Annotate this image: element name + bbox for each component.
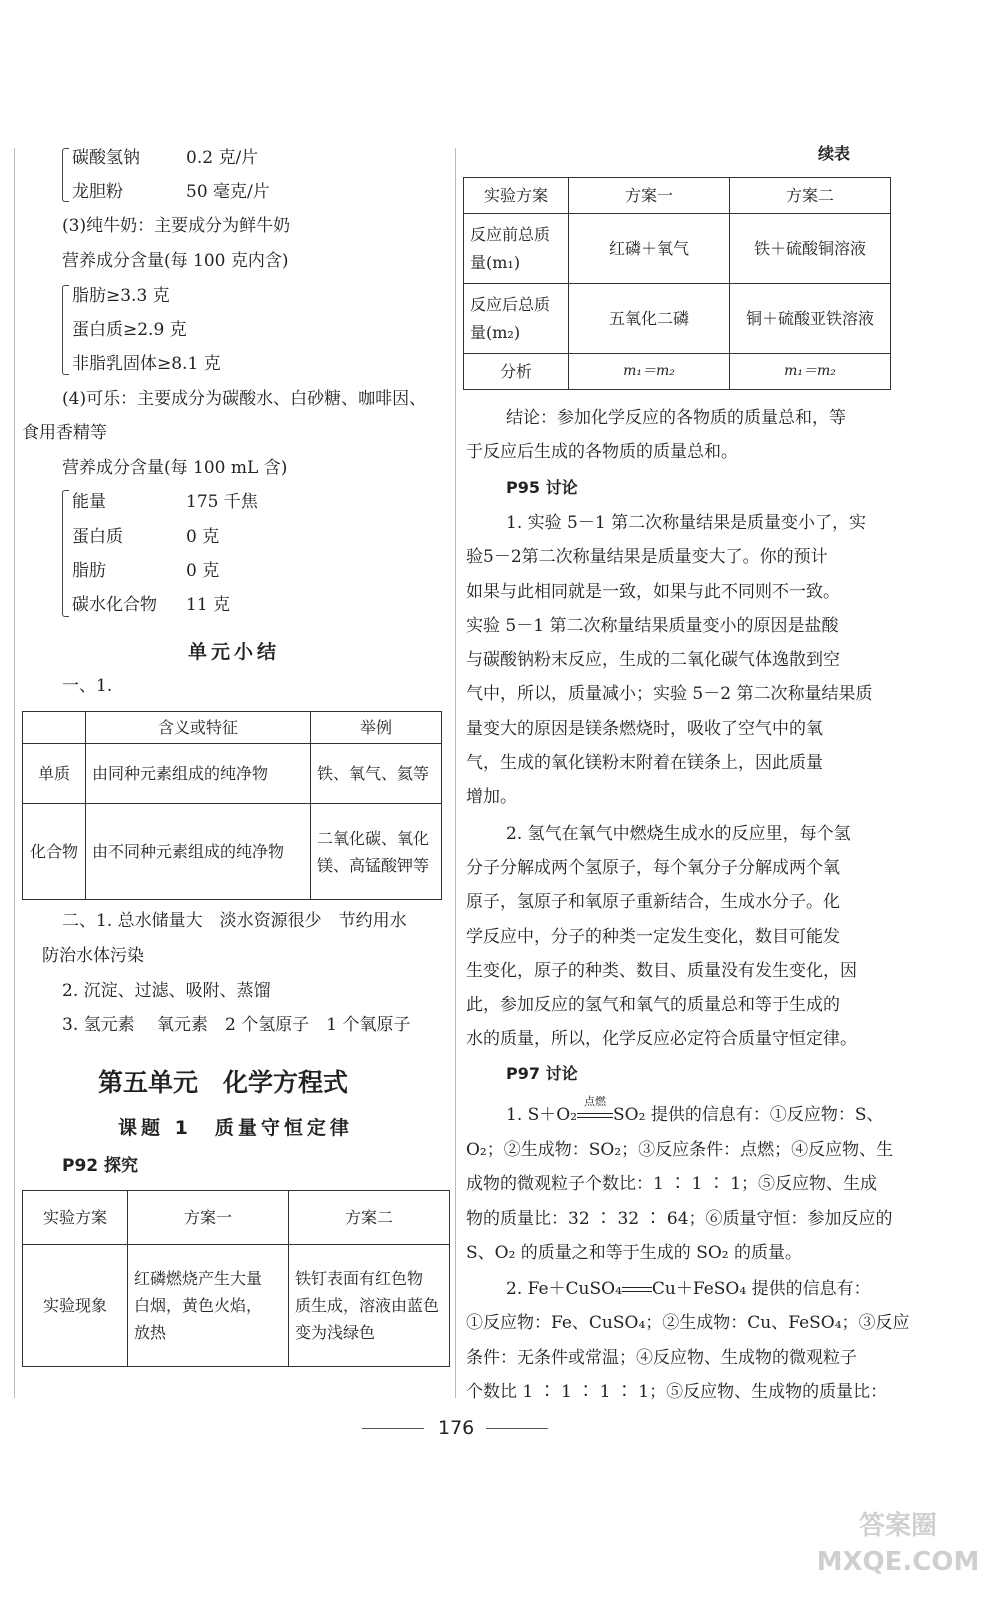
table-header: 方案一 [569, 178, 730, 214]
table-row [464, 214, 891, 284]
table-cell: 由不同种元素组成的纯净物 [86, 804, 311, 900]
conclusion-line: 结论：参加化学反应的各物质的质量总和，等 [506, 408, 846, 428]
unit-summary-heading: 单元小结 [188, 641, 281, 663]
equation-reactants: 1. S＋O₂ [506, 1105, 578, 1125]
p97-heading: P97 讨论 [506, 1064, 578, 1083]
paragraph-line: 量变大的原因是镁条燃烧时，吸收了空气中的氧 [466, 719, 823, 739]
watermark: 答案圈 MXQE.COM [816, 1511, 980, 1578]
table-cell-line: 量(m₂) [470, 322, 521, 342]
paragraph-line: S、O₂ 的质量之和等于生成的 SO₂ 的质量。 [466, 1243, 803, 1263]
table-row [464, 284, 891, 354]
table-cell-line: 变为浅绿色 [295, 1323, 376, 1343]
paragraph-line: 如果与此相同就是一致，如果与此不同则不一致。 [466, 582, 840, 602]
paragraph-line: 实验 5－1 第二次称量结果质量变小的原因是盐酸 [466, 616, 839, 636]
lesson1-heading: 课题 1 质量守恒定律 [118, 1117, 353, 1139]
table-cell-line: 铁钉表面有红色物 [295, 1268, 424, 1288]
table-cell-line: 镁、高锰酸钾等 [317, 855, 430, 875]
section2-line: 二、1. 总水储量大 淡水资源很少 节约用水 [62, 911, 407, 931]
equation-arrow [622, 1282, 652, 1294]
list-item-value: 50 毫克/片 [186, 182, 270, 202]
equation-bar [622, 1291, 652, 1292]
equation-condition: 点燃 [584, 1095, 607, 1108]
table-cell [311, 804, 442, 900]
table-cell-line: 白烟，黄色火焰， [134, 1295, 263, 1315]
table-cell: 化合物 [23, 804, 86, 900]
table-cell: m₁＝m₂ [569, 354, 730, 390]
table-cell: 由同种元素组成的纯净物 [86, 744, 311, 804]
equation-arrow [577, 1095, 613, 1120]
conclusion-line: 于反应后生成的各物质的质量总和。 [466, 442, 738, 462]
milk-title: (3)纯牛奶：主要成分为鲜牛奶 [62, 216, 291, 236]
paragraph-line: 与碳酸钠粉末反应，生成的二氧化碳气体逸散到空 [466, 650, 840, 670]
table-cell-line: 红磷燃烧产生大量 [134, 1268, 263, 1288]
table-cell: 铁、氧气、氦等 [311, 744, 442, 804]
equation-bar [622, 1287, 652, 1288]
cola-line: (4)可乐：主要成分为碳酸水、白砂糖、咖啡因、 [62, 389, 427, 409]
paragraph-line: O₂；②生成物：SO₂；③反应条件：点燃；④反应物、生 [466, 1140, 894, 1160]
center-divider-line [455, 148, 456, 1398]
paragraph-line: 增加。 [466, 787, 517, 807]
paragraph-line: 条件：无条件或常温；④反应物、生成物的微观粒子 [466, 1348, 857, 1368]
table-cell: 铁＋硫酸铜溶液 [730, 214, 891, 284]
paragraph-line: 验5－2第二次称量结果是质量变大了。你的预计 [466, 547, 828, 567]
table-cell-line: 反应前总质 [470, 225, 551, 245]
cola-item-name: 脂肪 [72, 561, 106, 581]
list-item-name: 碳酸氢钠 [72, 148, 140, 168]
table-header: 含义或特征 [86, 712, 311, 744]
table-cell: 单质 [23, 744, 86, 804]
equation-bar [577, 1113, 613, 1114]
table-cell: 分析 [464, 354, 569, 390]
section2-line: 防治水体污染 [42, 946, 144, 966]
table-row [23, 1245, 450, 1367]
table-header: 实验方案 [464, 178, 569, 214]
equation-rest: SO₂ 提供的信息有：①反应物：S、 [613, 1105, 884, 1125]
paragraph-line: 原子，氢原子和氧原子重新结合，生成水分子。化 [466, 892, 840, 912]
table-cell [128, 1245, 289, 1367]
table-header [23, 712, 86, 744]
table-cell: 红磷＋氧气 [569, 214, 730, 284]
cola-item-value: 0 克 [186, 527, 220, 547]
paragraph-line: 2. 氢气在氧气中燃烧生成水的反应里，每个氢 [506, 824, 851, 844]
table-cell-line: 量(m₁) [470, 252, 521, 272]
paragraph-line: 物的质量比：32 ∶ 32 ∶ 64；⑥质量守恒：参加反应的 [466, 1209, 893, 1229]
brace [62, 285, 69, 375]
section2-item: 3. 氢元素 氧元素 2 个氢原子 1 个氧原子 [62, 1015, 411, 1035]
paragraph-line: 分子分解成两个氢原子，每个氧分子分解成两个氧 [466, 858, 840, 878]
paragraph-line: 1. 实验 5－1 第二次称量结果是质量变小了，实 [506, 513, 867, 533]
table-header: 实验方案 [23, 1191, 128, 1245]
brace [62, 490, 69, 617]
list-item-value: 0.2 克/片 [186, 148, 259, 168]
milk-item: 蛋白质≥2.9 克 [72, 320, 187, 340]
footer-rule-left [362, 1428, 424, 1429]
section2-item: 2. 沉淀、过滤、吸附、蒸馏 [62, 981, 271, 1001]
explore-table [22, 1190, 450, 1367]
list-item-name: 龙胆粉 [72, 182, 123, 202]
table-cell: 铜＋硫酸亚铁溶液 [730, 284, 891, 354]
paragraph-line: ①反应物：Fe、CuSO₄；②生成物：Cu、FeSO₄；③反应 [466, 1313, 910, 1333]
milk-item: 脂肪≥3.3 克 [72, 286, 170, 306]
table-cell: m₁＝m₂ [730, 354, 891, 390]
table-cell-line: 放热 [134, 1323, 167, 1343]
cola-line: 食用香精等 [22, 423, 107, 443]
equation-reactants: 2. Fe＋CuSO₄ [506, 1279, 622, 1299]
cola-item-value: 11 克 [186, 595, 231, 615]
table-row [23, 744, 442, 804]
section-label: 一、1. [62, 676, 113, 696]
p92-heading: P92 探究 [62, 1156, 139, 1176]
cola-item-name: 能量 [72, 492, 106, 512]
paragraph-line: 生变化，原子的种类、数目、质量没有发生变化，因 [466, 961, 857, 981]
table-cell-line: 反应后总质 [470, 295, 551, 315]
cola-item-name: 碳水化合物 [72, 595, 157, 615]
equation-line [506, 1095, 884, 1125]
table-row [464, 354, 891, 390]
paragraph-line: 气中，所以，质量减小；实验 5－2 第二次称量结果质 [466, 684, 873, 704]
paragraph-line: 学反应中，分子的种类一定发生变化，数目可能发 [466, 927, 840, 947]
brace [62, 148, 69, 202]
table-cell: 五氧化二磷 [569, 284, 730, 354]
table-cell [464, 284, 569, 354]
table-header: 方案二 [730, 178, 891, 214]
p95-heading: P95 讨论 [506, 478, 578, 497]
table-cell [289, 1245, 450, 1367]
left-margin-line [14, 148, 15, 1398]
equation-line [506, 1281, 871, 1298]
cola-item-value: 0 克 [186, 561, 220, 581]
table-header: 举例 [311, 712, 442, 744]
equation-bar [577, 1117, 613, 1118]
table-header: 方案二 [289, 1191, 450, 1245]
table-cell-line: 二氧化碳、氧化 [317, 828, 430, 848]
milk-nutrition-title: 营养成分含量(每 100 克内含) [62, 251, 289, 271]
paragraph-line: 气，生成的氧化镁粉末附着在镁条上，因此质量 [466, 753, 823, 773]
summary-table [22, 711, 442, 900]
milk-item: 非脂乳固体≥8.1 克 [72, 354, 221, 374]
paragraph-line: 成物的微观粒子个数比：1 ∶ 1 ∶ 1；⑤反应物、生成 [466, 1174, 878, 1194]
table-row [23, 804, 442, 900]
cola-nutrition-title: 营养成分含量(每 100 mL 含) [62, 458, 288, 478]
table-cell: 实验现象 [23, 1245, 128, 1367]
table-header: 方案一 [128, 1191, 289, 1245]
unit5-heading: 第五单元 化学方程式 [98, 1068, 349, 1097]
equation-rest: Cu＋FeSO₄ 提供的信息有： [651, 1279, 871, 1299]
continued-label: 续表 [818, 144, 851, 163]
cola-item-value: 175 千焦 [186, 492, 258, 512]
cola-item-name: 蛋白质 [72, 527, 123, 547]
continued-table [463, 177, 891, 390]
footer-rule-right [486, 1428, 548, 1429]
page-number: 176 [438, 1417, 475, 1439]
paragraph-line: 个数比 1 ∶ 1 ∶ 1 ∶ 1；⑤反应物、生成物的质量比： [466, 1382, 888, 1402]
paragraph-line: 此，参加反应的氢气和氧气的质量总和等于生成的 [466, 995, 840, 1015]
table-cell-line: 质生成，溶液由蓝色 [295, 1295, 440, 1315]
paragraph-line: 水的质量，所以，化学反应必定符合质量守恒定律。 [466, 1029, 857, 1049]
table-cell [464, 214, 569, 284]
